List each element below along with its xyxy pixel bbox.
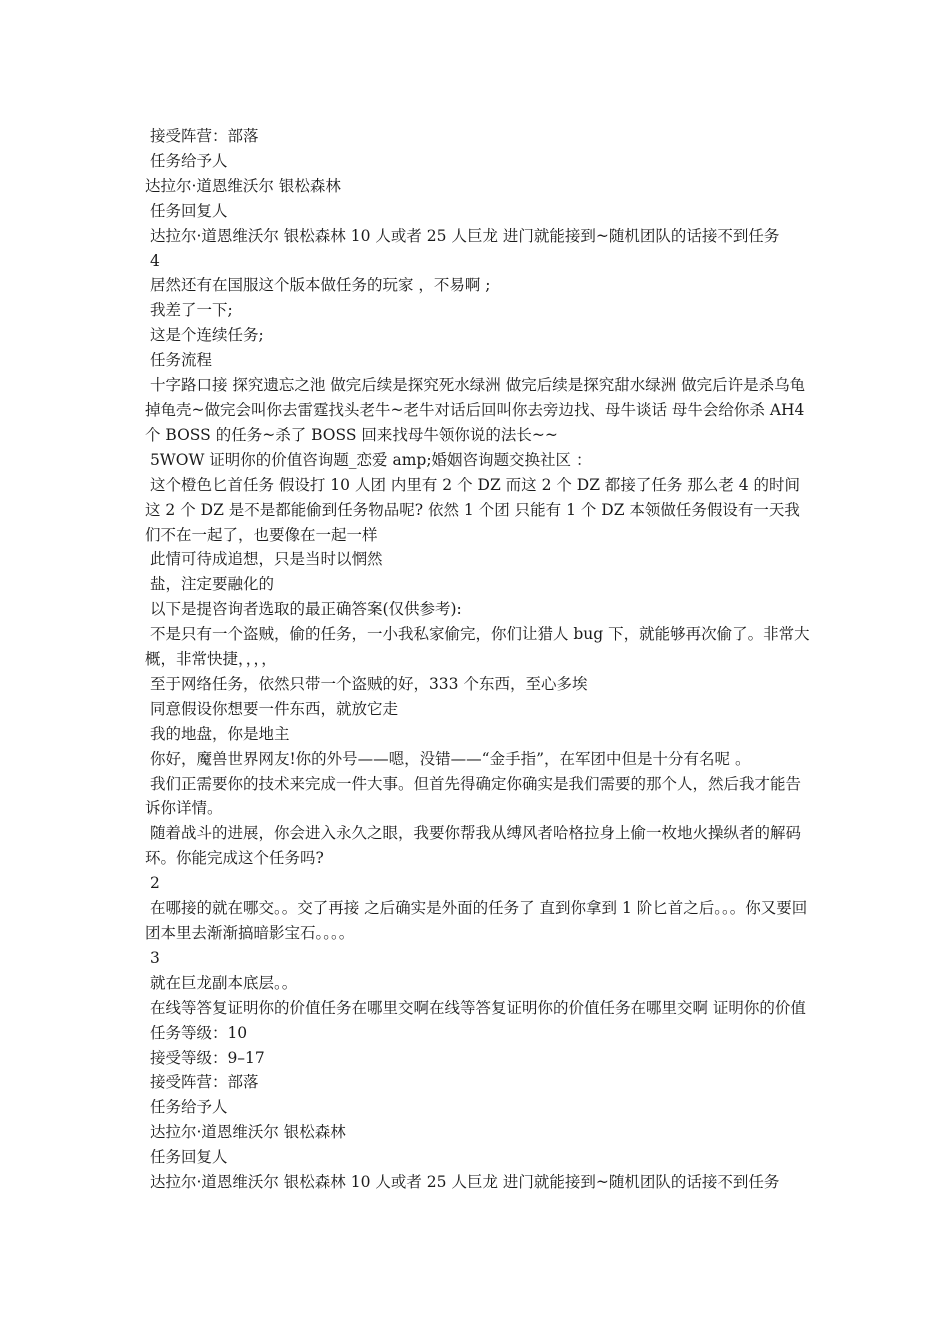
text-line: 接受等级：9–17 — [145, 1048, 265, 1067]
text-line: 任务等级：10 — [145, 1023, 248, 1042]
text-line: 至于网络任务，依然只带一个盗贼的好，333 个东西，至心多埃 — [145, 674, 588, 693]
text-line: 4 — [145, 251, 160, 270]
text-line: 就在巨龙副本底层。。 — [145, 973, 298, 992]
text-line: 我们正需要你的技术来完成一件大事。但首先得确定你确实是我们需要的那个人，然后我才能告诉你详情。 — [145, 774, 801, 818]
text-line: 我差了一下; — [145, 301, 233, 320]
text-line: 十字路口接 探究遗忘之池 做完后续是探究死水绿洲 做完后续是探究甜水绿洲 做完后许是杀乌龟掉龟壳~做完会叫你去雷霆找头老牛~老牛对话后回叫你去旁边找、母牛谈话 母牛会给你杀 AH4 个 BOSS 的任务~杀了 BOSS 回来找母牛领你说的法长~~ — [145, 376, 810, 444]
text-line: 任务给予人 — [145, 1098, 228, 1117]
text-line: 在线等答复证明你的价值任务在哪里交啊在线等答复证明你的价值任务在哪里交啊 证明你的价值 — [145, 998, 806, 1017]
text-line: 我的地盘，你是地主 — [145, 724, 290, 743]
text-line: 达拉尔·道恩维沃尔 银松森林 10 人或者 25 人巨龙 进门就能接到~随机团队的话接不到任务 — [145, 226, 780, 245]
text-line: 此情可待成追想，只是当时以惘然 — [145, 550, 383, 569]
text-line: 任务回复人 — [145, 1148, 228, 1167]
text-line: 任务回复人 — [145, 201, 228, 220]
text-line: 以下是提咨询者选取的最正确答案(仅供参考): — [145, 600, 462, 619]
text-line: 任务流程 — [145, 351, 212, 370]
text-line: 这个橙色匕首任务 假设打 10 人团 内里有 2 个 DZ 而这 2 个 DZ 都接了任务 那么老 4 的时间 这 2 个 DZ 是不是都能偷到任务物品呢? 依然 1 个团 只能有 1 个 DZ 本领做任务假设有一天我们不在一起了，也要像在一起一样 — [145, 475, 805, 544]
text-line: 达拉尔·道恩维沃尔 银松森林 10 人或者 25 人巨龙 进门就能接到~随机团队的话接不到任务 — [145, 1173, 780, 1192]
text-line: 达拉尔·道恩维沃尔 银松森林 — [145, 176, 341, 195]
text-line: 达拉尔·道恩维沃尔 银松森林 — [145, 1123, 346, 1142]
text-line: 这是个连续任务; — [145, 326, 264, 345]
text-line: 3 — [145, 948, 160, 967]
text-line: 你好，魔兽世界网友!你的外号——嗯，没错——“金手指”，在军团中但是十分有名呢 。 — [145, 749, 751, 768]
text-line: 居然还有在国服这个版本做任务的玩家 ，不易啊 ; — [145, 276, 491, 295]
text-line: 接受阵营：部落 — [145, 1073, 259, 1092]
text-line: 随着战斗的进展，你会进入永久之眼，我要你帮我从缚风者哈格拉身上偷一枚地火操纵者的解码环。你能完成这个任务吗? — [145, 824, 801, 868]
text-line: 任务给予人 — [145, 151, 228, 170]
text-line: 同意假设你想要一件东西，就放它走 — [145, 699, 398, 718]
document-body — [145, 124, 810, 1195]
text-line: 2 — [145, 874, 160, 893]
text-line: 5WOW 证明你的价值咨询题_恋爱 amp;婚姻咨询题交换社区 ： — [145, 450, 592, 469]
text-line: 接受阵营：部落 — [145, 127, 259, 145]
text-line: 不是只有一个盗贼，偷的任务，一小我私家偷完，你们让猎人 bug 下，就能够再次偷了。非常大概，非常快捷，，，， — [145, 625, 810, 669]
text-line: 在哪接的就在哪交。。交了再接 之后确实是外面的任务了 直到你拿到 1 阶匕首之后。。。你又要回团本里去渐渐搞暗影宝石。。。。 — [145, 899, 808, 942]
text-line: 盐，注定要融化的 — [145, 575, 274, 594]
